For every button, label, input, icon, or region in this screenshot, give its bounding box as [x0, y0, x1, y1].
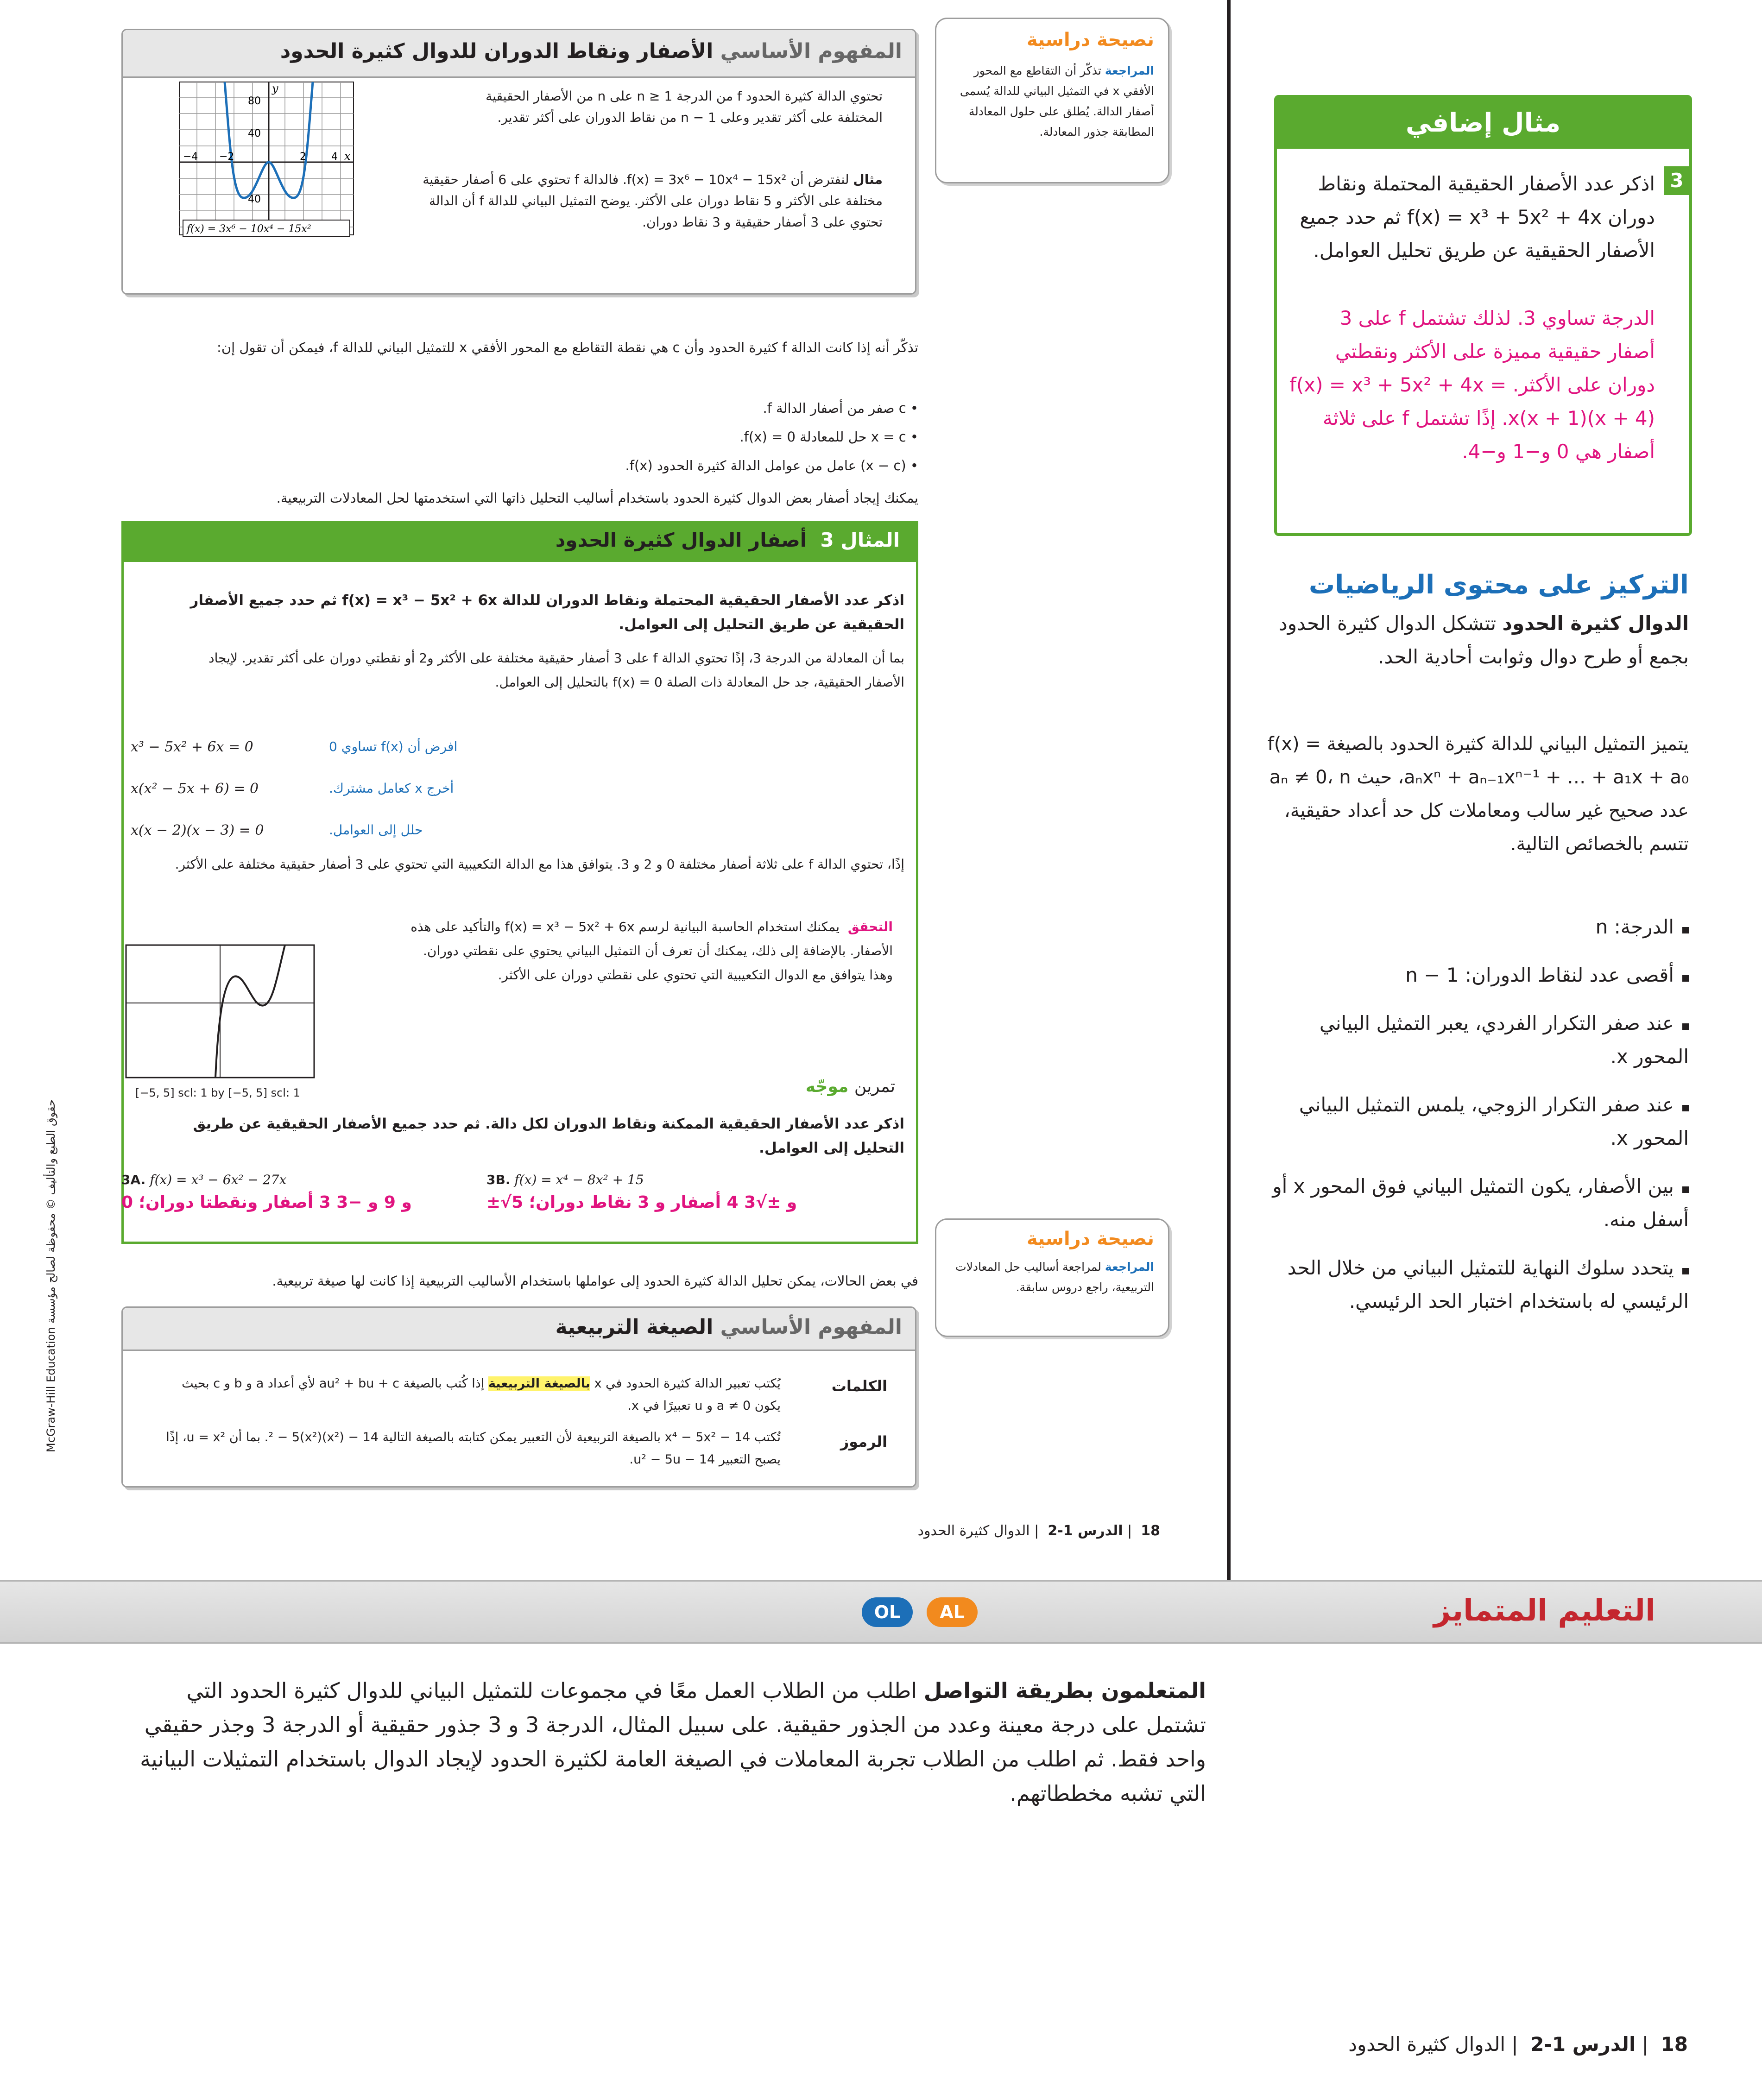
differentiated-title: التعليم المتمايز — [1434, 1594, 1655, 1628]
key-concept-body: تحتوي الدالة كثيرة الحدود f من الدرجة n ≥ 1 على n من الأصفار الحقيقية المختلفة على أكثر تقدير وعلى n − 1 من نقاط الدوران على أكثر تقدير. — [486, 88, 883, 125]
additional-example-prompt: اذكر عدد الأصفار الحقيقية المحتملة ونقاط دوران f(x) = x³ + 5x² + 4x ثم حدد جميع الأصفار الحقيقية عن طريق تحليل العوامل. — [1300, 172, 1655, 262]
property-text: عند صفر التكرار الزوجي، يلمس التمثيل البياني المحور x. — [1299, 1093, 1689, 1149]
factoring-step — [125, 781, 496, 822]
calculator-graph — [125, 944, 315, 1078]
focus-bold: الدوال كثيرة الحدود — [1502, 612, 1689, 635]
intro-bullet: • c صفر من أصفار الدالة f. — [763, 400, 918, 416]
factoring-steps — [125, 739, 496, 864]
example-text: لنفترض أن f(x) = 3x⁶ − 10x⁴ − 15x². فالدالة f تحتوي على 6 أصفار حقيقية مختلفة على الأكثر و 5 نقاط دوران على الأكثر. يوضح التمثيل البياني للدالة f أن الدالة تحتوي على 3 أصفار حقيقية و 3 نقاط دوران. — [423, 172, 883, 230]
property-item — [1263, 959, 1689, 992]
exercise-3a — [121, 1172, 446, 1212]
study-tip-2-text — [950, 1257, 1154, 1298]
step-note: افرض أن f(x) تساوي 0 — [329, 739, 458, 754]
exercise-3b-label: 3B. — [486, 1172, 511, 1187]
property-item — [1263, 910, 1689, 944]
words-text — [155, 1373, 781, 1417]
study-tip-body: تذكّر أن التقاطع مع المحور الأفقي x في التمثيل البياني للدالة يُسمى أصفار الدالة. يُطلق على حلول المعادلة المطابقة جذور المعادلة. — [960, 64, 1154, 139]
words-text-a: يُكتب تعبير الدالة كثيرة الحدود في x — [594, 1376, 781, 1391]
teacher-footer: 18 | الدرس 1-2 | الدوال كثيرة الحدود — [1348, 2033, 1688, 2056]
check-label: التحقق — [847, 919, 893, 934]
graph-axis-y-label: y — [272, 82, 278, 95]
differentiated-instruction-band — [0, 1580, 1762, 1644]
study-tip-2-review-label: المراجعة — [1105, 1260, 1154, 1274]
general-form-text: يتميز التمثيل البياني للدالة كثيرة الحدود بالصيغة f(x) = aₙxⁿ + aₙ₋₁xⁿ⁻¹ + … + a₁x + a₀، حيث aₙ ≠ 0، n عدد صحيح غير سالب ومعاملات كل حد أعداد حقيقية، تتسم بالخصائص التالية. — [1267, 733, 1689, 855]
exercise-3a-function: f(x) = x³ − 6x² − 27x — [150, 1172, 287, 1187]
example3-title: أصفار الدوال كثيرة الحدود — [555, 529, 807, 551]
property-item — [1263, 1251, 1689, 1318]
study-tip-title: نصيحة دراسية — [1027, 29, 1154, 50]
polynomial-properties — [1263, 910, 1689, 1333]
property-text: بين الأصفار، يكون التمثيل البياني فوق المحور x أو أسفل منه. — [1272, 1175, 1689, 1231]
guided-title-a: تمرين — [854, 1077, 895, 1096]
additional-example-number: 3 — [1664, 166, 1689, 195]
key-concept-title — [280, 39, 902, 63]
differentiated-text — [131, 1673, 1206, 1810]
footer-lesson: الدرس 1-2 — [1048, 1523, 1123, 1539]
additional-example-answer: الدرجة تساوي 3. لذلك تشتمل f على 3 أصفار حقيقية مميزة على الأكثر ونقطتي دوران على الأكثر. f(x) = x³ + 5x² + 4x = x(x + 1)(x + 4). إذًا تشتمل f على ثلاثة أصفار هي 0 و−1 و−4. — [1289, 307, 1655, 463]
focus-body: تتشكل الدوال كثيرة الحدود بجمع أو طرح دوال وثوابت أحادية الحد. — [1279, 612, 1689, 668]
words-text-b: إذا كُتب بالصيغة au² + bu + c لأي أعداد a و b و c بحيث يكون a ≠ 0 و u تعبيرًا في x. — [182, 1376, 781, 1413]
study-tip-2-title: نصيحة دراسية — [1027, 1228, 1154, 1249]
property-item — [1263, 1007, 1689, 1073]
guided-practice-title — [806, 1077, 895, 1096]
additional-example-title: مثال إضافي — [1405, 108, 1561, 138]
symbols-text: تُكتب x⁴ − 5x² − 14 بالصيغة التربيعية لأن التعبير يمكن كتابته بالصيغة التالية 14 − (x²)² − 5(x²). بما أن u = x²، إذًا يصبح التعبير u² − 5u − 14. — [166, 1430, 781, 1467]
intro-bullet: • (x − c) عامل من عوامل الدالة كثيرة الحدود f(x). — [625, 458, 918, 473]
intro-bullet-text: x = c حل للمعادلة f(x) = 0. — [739, 429, 906, 445]
check-text: يمكنك استخدام الحاسبة البيانية لرسم f(x) = x³ − 5x² + 6x والتأكيد على هذه الأصفار. بالإضافة إلى ذلك، يمكنك أن تعرف أن التمثيل البياني يحتوي على نقطتي دوران. وهذا يتوافق مع الدوال التكعيبية التي تحتوي على نقطتي دوران على الأكثر. — [411, 919, 893, 983]
key-concept-kicker — [720, 39, 902, 63]
sextic-graph — [178, 81, 354, 257]
learners-text: اطلب من الطلاب العمل معًا في مجموعات للتمثيل البياني للدوال كثيرة الحدود التي تشتمل على درجة معينة وعدد من الجذور حقيقية. على سبيل المثال، الدرجة 3 و 3 جذور حقيقية أو الدرجة 3 وجذر حقيقي واحد فقط. ثم اطلب من الطلاب تجربة المعاملات في الصيغة العامة لكثيرة الحدود لإيجاد الدوال باستخدام التمثيلات البيانية التي تشبه مخططاتهم. — [140, 1678, 1206, 1806]
quadratic-form-highlight: بالصيغة التربيعية — [488, 1376, 590, 1391]
step-math: x(x − 2)(x − 3) = 0 — [131, 822, 264, 839]
exercise-3b-answer-text: 4 أصفار و 3 نقاط دوران؛ — [529, 1193, 739, 1212]
property-text: عند صفر التكرار الفردي، يعبر التمثيل البياني المحور x. — [1319, 1012, 1689, 1068]
check-section — [402, 915, 893, 987]
graph-y-tick: 40 — [248, 128, 261, 139]
graph-x-tick: −4 — [183, 151, 198, 163]
graph-x-tick: 2 — [300, 151, 306, 163]
property-text: يتحدد سلوك النهاية للتمثيل البياني من خلال الحد الرئيسي له باستخدام اختبار الحد الرئيسي. — [1287, 1256, 1689, 1312]
words-label: الكلمات — [831, 1377, 887, 1395]
key-concept-example — [419, 169, 883, 233]
example3-header — [121, 521, 918, 562]
guided-prompt: اذكر عدد الأصفار الحقيقية الممكنة ونقاط الدوران لكل دالة. ثم حدد جميع الأصفار الحقيقية عن طريق التحليل إلى العوامل. — [193, 1116, 904, 1156]
focus-on-math-text — [1263, 607, 1689, 674]
example-label: مثال — [853, 172, 883, 187]
exercise-3b-answer-values: ±√5 و ±√3 — [486, 1193, 797, 1212]
symbols-label: الرموز — [840, 1433, 887, 1450]
example3-heading — [556, 529, 900, 551]
te-footer-lesson: الدرس 1-2 — [1530, 2033, 1636, 2056]
learners-bold: المتعلمون بطريقة التواصل — [923, 1678, 1206, 1703]
exercise-3b-answer — [486, 1193, 848, 1212]
example3-explanation: بما أن المعادلة من الدرجة 3، إذًا تحتوي الدالة f على 3 أصفار حقيقية مختلفة على الأكثر و2 أو نقطتي دوران على أكثر تقدير. لإيجاد الأصفار الحقيقية، جد حل المعادلة ذات الصلة f(x) = 0 بالتحليل إلى العوامل. — [208, 650, 904, 690]
property-item — [1263, 1170, 1689, 1236]
intro-note: يمكنك إيجاد أصفار بعض الدوال كثيرة الحدود باستخدام أساليب التحليل ذاتها التي استخدمتها لحل المعادلات التربيعية. — [276, 490, 918, 506]
calculator-window: [−5, 5] scl: 1 by [−5, 5] scl: 1 — [135, 1086, 300, 1099]
badge-al: AL — [927, 1597, 978, 1627]
example3-label: المثال 3 — [820, 529, 900, 551]
footer-page-number: 18 — [1141, 1523, 1160, 1539]
graph-y-tick: 40 — [248, 194, 261, 205]
graph-y-tick: 80 — [248, 95, 261, 107]
guided-title-b: موجّه — [805, 1077, 849, 1096]
footer-lesson-title: الدوال كثيرة الحدود — [917, 1523, 1030, 1539]
exercise-3a-problem — [121, 1172, 446, 1187]
graph-x-tick: −2 — [219, 151, 234, 163]
page-divider — [1227, 0, 1231, 1580]
additional-example-header — [1277, 98, 1689, 149]
intro-bullet-text: c صفر من أصفار الدالة f. — [763, 400, 906, 416]
step-math: x(x² − 5x + 6) = 0 — [131, 781, 259, 797]
example3-prompt: اذكر عدد الأصفار الحقيقية المحتملة ونقاط الدوران للدالة f(x) = x³ − 5x² + 6x ثم حدد جميع الأصفار الحقيقية عن طريق التحليل إلى العوامل. — [190, 592, 904, 633]
student-footer: 18 | الدرس 1-2 | الدوال كثيرة الحدود — [917, 1523, 1160, 1539]
example3-conclusion: إذًا، تحتوي الدالة f على ثلاثة أصفار مختلفة 0 و 2 و 3. يتوافق هذا مع الدالة التكعيبية التي تحتوي على 3 أصفار حقيقية مختلفة على الأكثر. — [175, 857, 904, 872]
study-tip-text — [950, 61, 1154, 142]
intro-bullets — [455, 394, 918, 480]
intro-recall: تذكّر أنه إذا كانت الدالة f كثيرة الحدود وأن c هي نقطة التقاطع مع المحور الأفقي x للتمثيل البياني للدالة f، فيمكن أن تقول إن: — [217, 340, 918, 355]
key-concept-quadratic-box — [121, 1306, 916, 1488]
study-tip-review-label: المراجعة — [1105, 64, 1154, 77]
te-footer-page-number: 18 — [1661, 2033, 1688, 2056]
key-concept-2-title-text: الصيغة التربيعية — [555, 1315, 714, 1339]
key-concept-2-kicker: المفهوم الأساسي — [720, 1315, 902, 1339]
te-footer-lesson-title: الدوال كثيرة الحدود — [1348, 2033, 1506, 2056]
property-item — [1263, 1088, 1689, 1155]
quadratic-form-intro: في بعض الحالات، يمكن تحليل الدالة كثيرة الحدود إلى عواملها باستخدام الأساليب التربيعية إذا كانت لها صيغة تربيعية. — [272, 1273, 918, 1289]
study-tip-2-box — [935, 1218, 1169, 1337]
exercise-3a-answer-text: 3 أصفار ونقطتا دوران؛ — [139, 1193, 331, 1212]
intro-bullet: • x = c حل للمعادلة f(x) = 0. — [739, 429, 918, 445]
exercise-3a-answer-values: 0 و 9 و −3 — [121, 1193, 412, 1212]
copyright-notice: حقوق الطبع والتأليف © محفوظة لصالح مؤسسة McGraw-Hill Education — [44, 1099, 57, 1452]
exercise-3b — [486, 1172, 848, 1212]
additional-example-box — [1274, 95, 1692, 536]
key-concept-zeros-box — [121, 29, 916, 295]
step-note: حلل إلى العوامل. — [329, 822, 423, 838]
focus-on-math-title: التركيز على محتوى الرياضيات — [1308, 570, 1689, 600]
key-concept-title-text: الأصفار ونقاط الدوران للدوال كثيرة الحدود — [280, 39, 714, 63]
factoring-step — [125, 739, 496, 781]
exercise-3b-problem — [486, 1172, 848, 1187]
key-concept-2-title — [556, 1315, 902, 1339]
exercise-3a-label: 3A. — [121, 1172, 146, 1187]
graph-function-label: f(x) = 3x⁶ − 10x⁴ − 15x² — [187, 223, 311, 235]
exercise-3a-answer — [121, 1193, 446, 1212]
badge-ol: OL — [862, 1597, 913, 1627]
step-note: أخرج x كعامل مشترك. — [329, 781, 454, 796]
property-text: أقصى عدد لنقاط الدوران: n − 1 — [1405, 964, 1674, 986]
study-tip-box — [935, 18, 1169, 183]
graph-x-tick: 4 — [331, 151, 338, 163]
study-tip-2-body: لمراجعة أساليب حل المعادلات التربيعية، راجع دروس سابقة. — [955, 1260, 1154, 1294]
graph-axis-x-label: x — [344, 150, 351, 163]
intro-bullet-text: (x − c) عامل من عوامل الدالة كثيرة الحدود f(x). — [625, 458, 906, 473]
key-concept-kicker-text: المفهوم الأساسي — [720, 39, 902, 63]
step-math: x³ − 5x² + 6x = 0 — [131, 739, 253, 755]
property-text: الدرجة: n — [1595, 915, 1674, 938]
exercise-3b-function: f(x) = x⁴ − 8x² + 15 — [514, 1172, 644, 1187]
